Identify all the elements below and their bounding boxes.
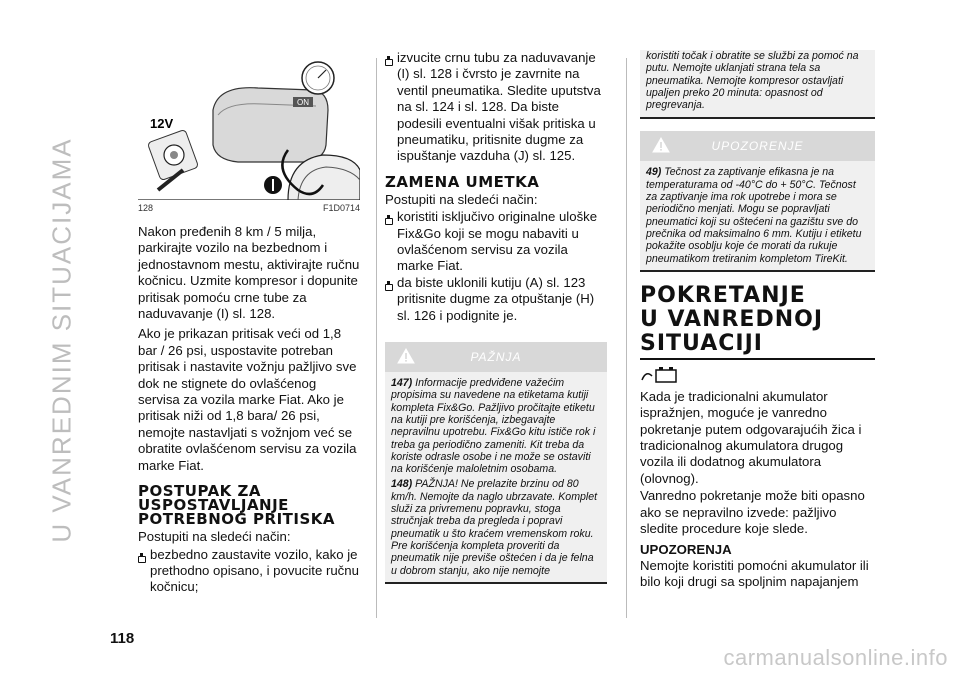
list-item-text: koristiti isključivo originalne uloške Fix&Go koji se mogu nabaviti u ovlašćenom servisu za vozila marke Fiat. [397, 209, 598, 274]
continued-note [640, 50, 875, 119]
note-ref: 147) [391, 377, 413, 390]
chapter-heading [640, 284, 875, 360]
battery-jump-icon [640, 366, 680, 384]
paragraph: Vanredno pokretanje može biti opasno ako se nepravilno izvede: pažljivo sledite procedure koje slede. [640, 488, 865, 537]
paragraph: Kada je tradicionalni akumulator ispražnjen, moguće je vanredno pokretanje putem odgovarajućih žica i tradicionalnog akumulatora drugog vozila ili dodatnog akumulatora (olovnog). [640, 388, 862, 486]
12v-label: 12V [150, 116, 174, 131]
note-ref: 148) [391, 478, 413, 491]
list-item [385, 275, 607, 324]
note-ref: 49) [646, 166, 662, 179]
paragraph: Nemojte koristiti pomoćni akumulator ili bilo koji drugi sa spoljnim napajanjem [640, 557, 869, 590]
bullet-icon [385, 279, 397, 295]
bullet-icon [138, 551, 150, 567]
warning-triangle-icon [652, 137, 670, 153]
paragraph: Ako je prikazan pritisak veći od 1,8 bar / 26 psi, uspostavite potreban pritisak i nastavite vožnju pažljivo sve dok ne stignete do ovlašćenog servisa za vozila marke Fiat. Ako je pritisak niži od 1,8 bara/ 26 psi, nemojte nastavljati s vožnjom već se obratite ovlašćenom servisu za vozila marke Fiat. [138, 326, 357, 473]
paragraph: Postupiti na sledeći način: [385, 191, 538, 207]
note-text: PAŽNJA! Ne prelazite brzinu od 80 km/h. Nemojte da naglo ubrzavate. Komplet služi za privremenu popravku, stoga stručnjak treba da pregleda i popravi pneumatik u što kraćem vremenskom roku. Pre korišćenja kompleta proveriti da pneumatik nije previše oštećen i da je felna u dobrom stanju, ako nije nemojte [391, 478, 598, 577]
compressor-illustration [138, 50, 360, 200]
column-3 [640, 50, 875, 592]
list-item-text: bezbedno zaustavite vozilo, kako je prethodno opisano, i povucite ručnu kočnicu; [150, 546, 359, 595]
warning-banner-label: UPOZORENJE [711, 139, 804, 154]
section-heading: ZAMENA UMETKA [385, 172, 540, 191]
list-item-text: da biste uklonili kutiju (A) sl. 123 pritisnite dugme za otpuštanje (H) sl. 126 i podignite je. [397, 274, 595, 323]
watermark-text: carmanualsonline.info [723, 645, 948, 670]
warning-banner [640, 131, 875, 161]
caution-banner-label: PAŽNJA [470, 350, 522, 365]
section-heading: POSTUPAK ZA USPOSTAVLJANJE POTREBNOG PRITISKA [138, 482, 336, 529]
bullet-icon [385, 54, 397, 70]
paragraph: Postupiti na sledeći način: [138, 529, 291, 545]
column-2 [385, 50, 607, 584]
column-divider [376, 58, 377, 618]
column-divider [626, 58, 627, 618]
heading-line: POKRETANJE [640, 282, 806, 308]
heading-line: SITUACIJI [640, 332, 875, 360]
page-number: 118 [110, 630, 135, 647]
heading-line: U VANREDNOJ [640, 306, 824, 332]
list-item [138, 547, 360, 596]
note-text: koristiti točak i obratite se službi za pomoć na putu. Nemojte uklanjati strana tela sa pneumatika. Nemojte kompresor ostavljati upaljen preko 20 minuta: opasnost od pregrevanja. [646, 50, 859, 112]
figure-code: F1D0714 [322, 203, 360, 213]
column-1 [138, 50, 360, 596]
note-text: Tečnost za zaptivanje efikasna je na temperaturama od -40°C do + 50°C. Tečnost za zaptivanje ima rok upotrebe i mora se periodično menjati. Mogu se popravljati pneumatici koji su oštećeni na gazištu sve do prečnika od maksimalno 6 mm. Kutiju i etiketu pokažite osoblju koje će morati da rukuje pneumatikom tretiranim kompletom TireKit. [646, 166, 862, 265]
warning-triangle-icon [397, 348, 415, 364]
list-item [385, 50, 607, 165]
note-text: Informacije predviđene važećim propisima su navedene na etiketama kutiji kompleta Fix&Go. Pažljivo pročitajte etiketu na kutiji pre korišćenja, izbegavajte nepravilnu upotrebu. Fix&Go kitu ističe rok i treba ga periodično zameniti. Kit treba da koriste odrasle osobe i ne može se ostaviti na korišćenje maloletnim osobama. [391, 377, 596, 476]
list-item [385, 209, 607, 275]
caution-notes [385, 372, 607, 584]
figure-compressor-illustration [138, 50, 360, 213]
warning-notes [640, 161, 875, 271]
caution-banner [385, 342, 607, 372]
paragraph: Nakon pređenih 8 km / 5 milja, parkirajte vozilo na bezbednom i jednostavnom mestu, aktivirajte ručnu kočnicu. Uzmite kompresor i dopunite pritisak pomoću crne tube za naduvavanje (I) sl. 128. [138, 224, 360, 322]
on-label: ON [297, 98, 309, 107]
figure-number: 128 [138, 203, 154, 213]
bullet-icon [385, 213, 397, 229]
subheading: UPOZORENJA [640, 541, 732, 557]
list-item-text: izvucite crnu tubu za naduvavanje (I) sl. 128 i čvrsto je zavrnite na ventil pneumatika. Sledite uputstva na sl. 124 i sl. 128. Da biste podesili eventualni višak pritiska u pneumatiku, pritisnite dugme za ispuštanje vazduha (J) sl. 125. [397, 50, 601, 164]
note-147 [391, 377, 601, 475]
chapter-side-title: U VANREDNIM SITUACIJAMA [46, 137, 77, 543]
note-148 [391, 478, 601, 576]
